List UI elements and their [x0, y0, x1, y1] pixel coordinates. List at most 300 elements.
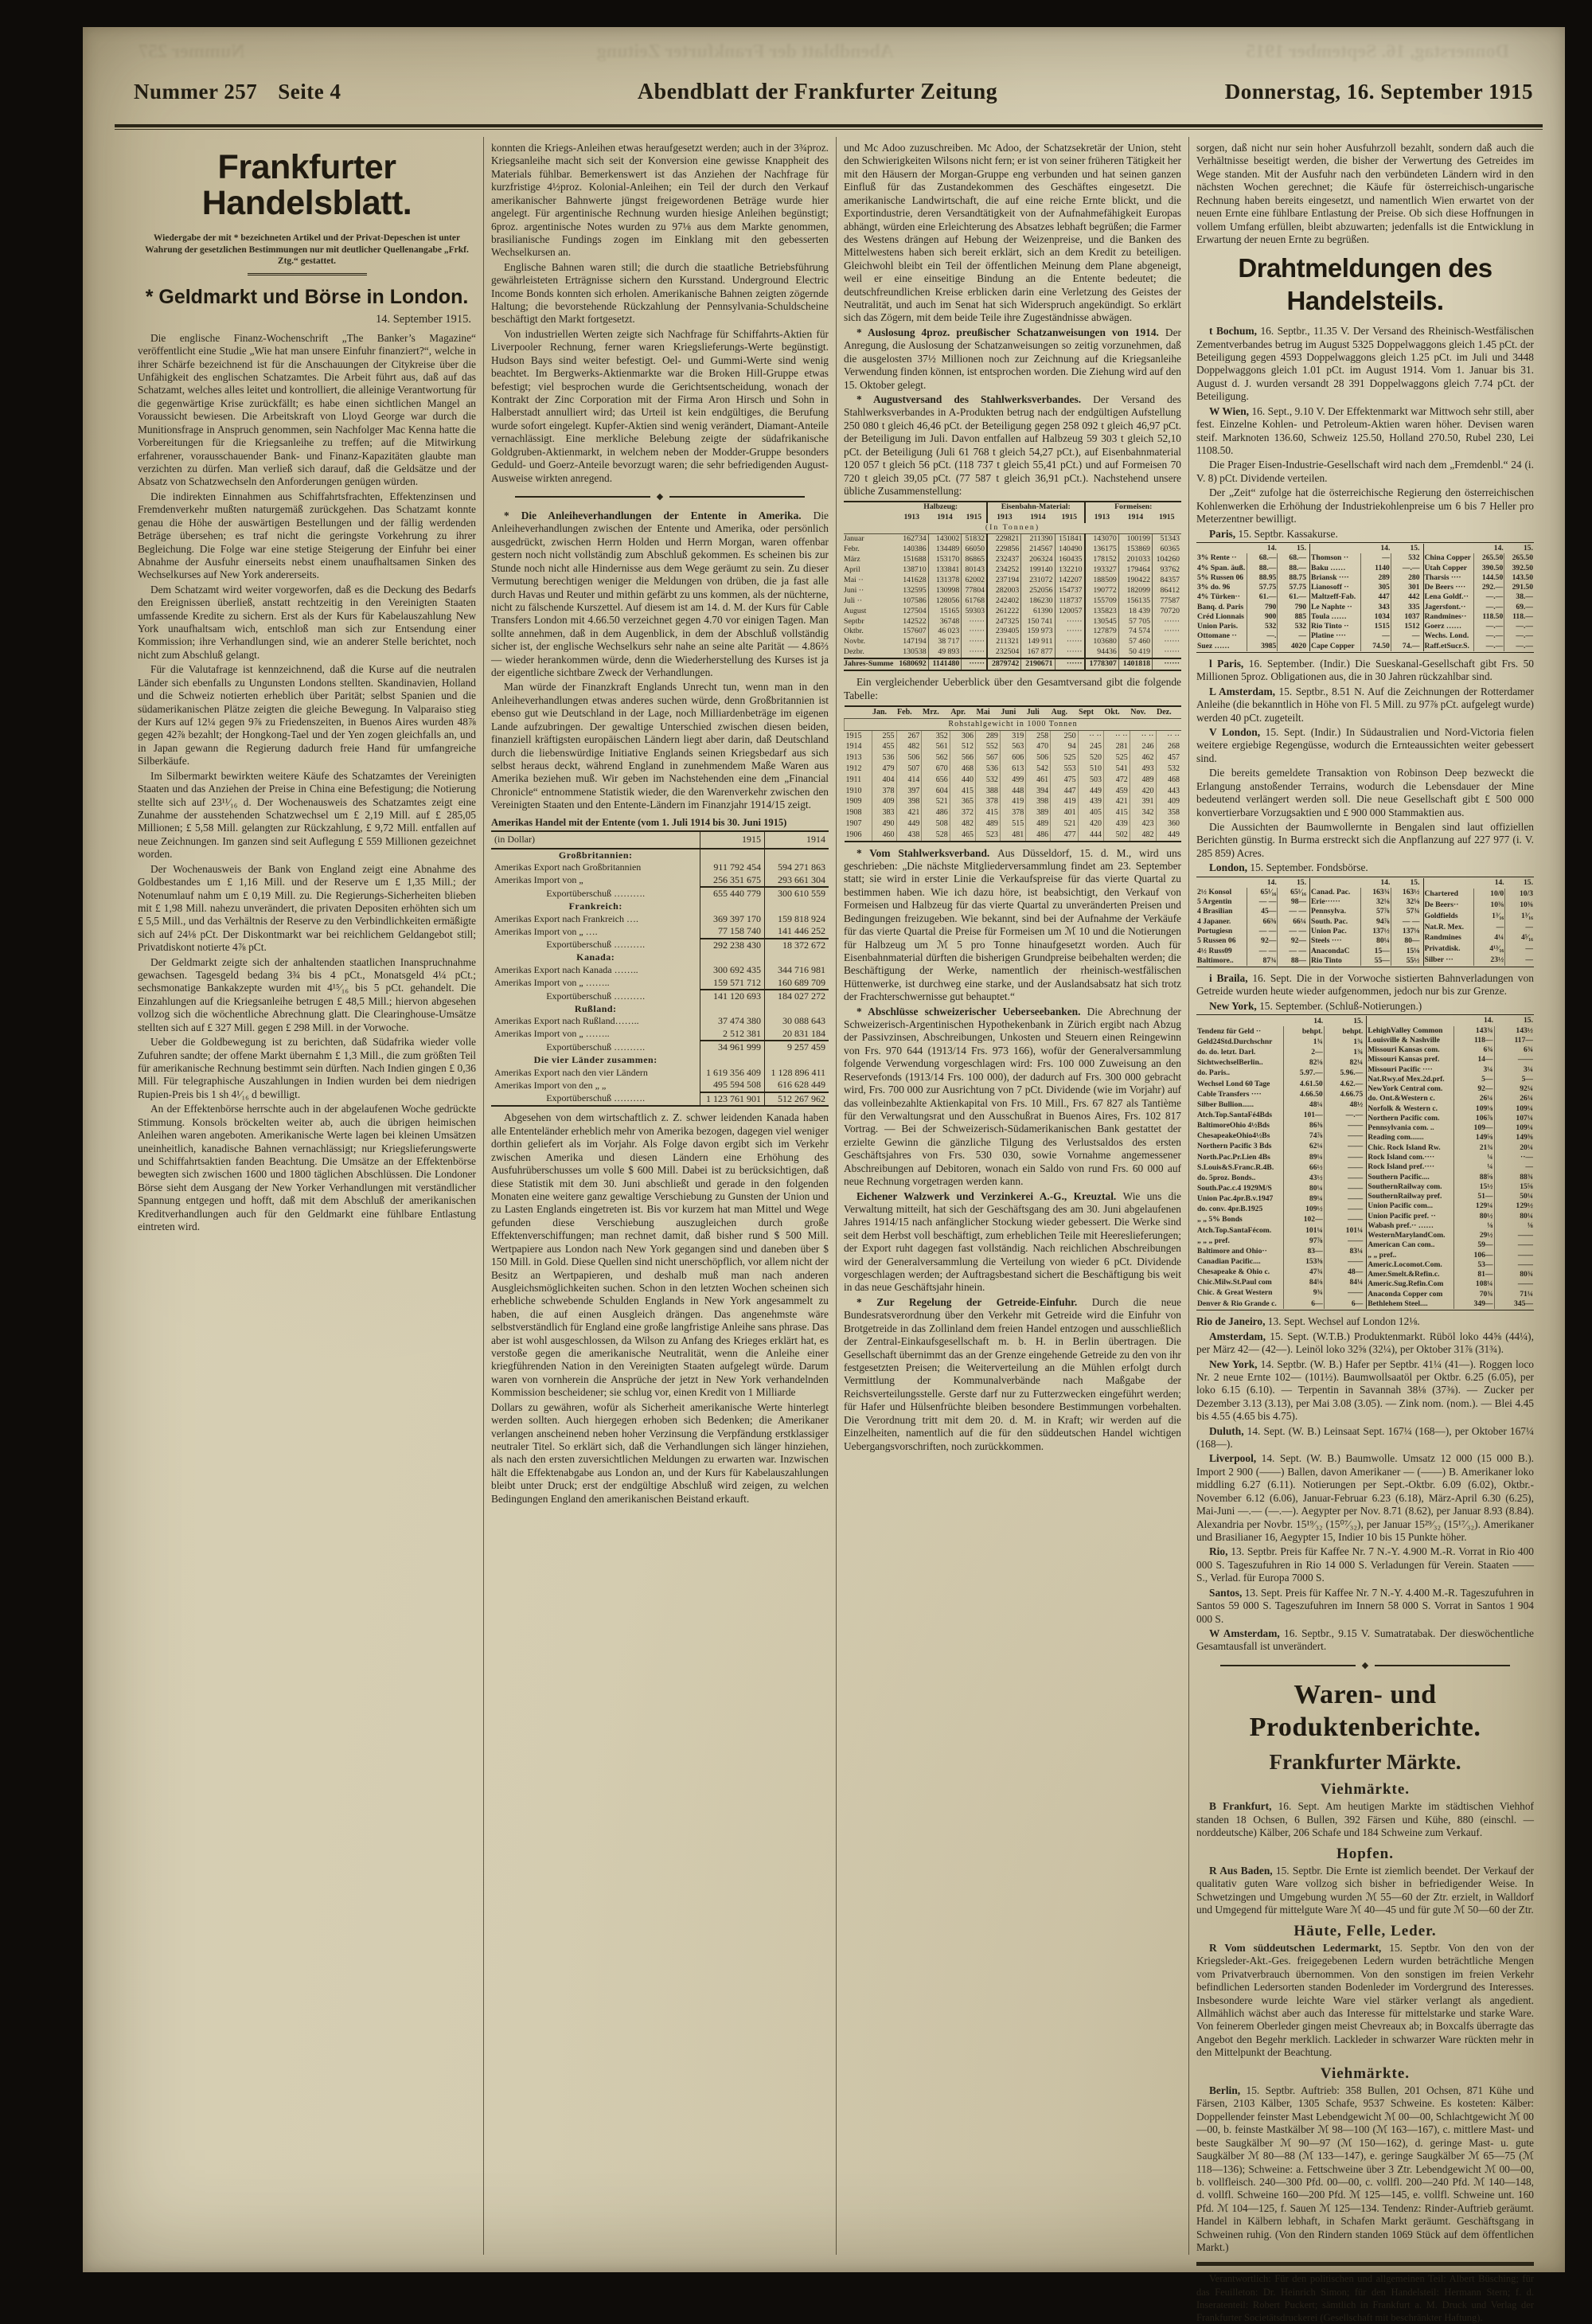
table-row — [844, 647, 1181, 658]
cell-value: 391 — [1130, 796, 1156, 807]
quote-row — [1196, 907, 1307, 916]
quote-value-15: 82¼ — [1324, 1058, 1364, 1068]
paragraph: Im Silbermarkt bewirkten weitere Käufe des Schatzamtes der Vereinigten Staaten und das Anziehen der Preise in China eine Befestigung; die Notierung stellte sich auf 23¹¹⁄₁₆ d. Der Wochenausweis des Schatzamtes zeigt eine Zunahme der ausstehenden Schatzwechsel um £ 2,19 Mill. auf £ 285,05 Millionen; £ 5,58 Mill. gelangten zur Rückzahlung, £ 9,72 Mill. entfallen auf neue Zeichnungen. Im ganzen sind seit Auflegung £ 559 Millionen gezeichnet worden. — [138, 769, 476, 861]
security-name: LehighValley Common — [1368, 1025, 1443, 1035]
quote-row — [1423, 943, 1534, 955]
cell-value: 472 — [1104, 775, 1130, 786]
row-label: Mai ·· — [844, 575, 864, 584]
table-row — [845, 830, 1182, 842]
row-label: Amerikas Export nach Kanada …….. — [494, 963, 638, 975]
quote-value-14: 10⅜ — [1474, 900, 1505, 911]
cell-value: 156135 — [1118, 596, 1152, 607]
security-name: Privatdisk. — [1424, 944, 1461, 954]
quote-row — [1310, 917, 1421, 927]
security-name: Rio Tinto — [1311, 955, 1342, 965]
security-name: Nat.R. Mex. — [1424, 922, 1465, 932]
cell-value: 100199 — [1118, 534, 1152, 545]
paragraph-lead: W Amsterdam, — [1209, 1627, 1285, 1639]
cell-value-1915 — [700, 1003, 765, 1016]
quote-row — [1310, 897, 1421, 907]
security-name: Portugiesn — [1197, 926, 1233, 935]
paragraph: Rio, 13. Septbr. Preis für Kaffee Nr. 7 N.-Y. 4.900 M.-R. Vorrat in Rio 400 000 S. Tageszufuhren in Rio 14 000 S. Verladungen für Verein. Staaten —— S., Verlad. für Europa 7000 S. — [1196, 1545, 1534, 1584]
security-name: Canad. Pac. — [1311, 887, 1351, 896]
cell-value: 147194 — [903, 637, 927, 646]
paragraph: Dem Schatzamt wird weiter vorgeworfen, daß es die Deckung des Bedarfs den Ereignissen überließ, anstatt rechtzeitig in den Vereinigten Staaten umfassende Kredite zu sichern. Erst als der Kurs für Kabelauszahlung New York unaufhaltsam wich, entschloß man sich zur Entsendung einer Kommission; ihre Verhandlungen sind, wie an anderer Stelle berichtet, noch nicht zum Abschluß gelangt. — [138, 583, 476, 661]
cell-value: 239405 — [987, 627, 1021, 637]
year-label: 1907 — [845, 818, 862, 828]
cell-value-1915 — [700, 1054, 765, 1067]
cell-value: 306 — [950, 730, 975, 741]
quote-value-15: 291.50 — [1504, 583, 1534, 592]
quote-header-row — [1423, 544, 1534, 553]
quote-value-15: 392.50 — [1504, 564, 1534, 573]
quote-value-14: 55— — [1360, 956, 1391, 966]
row-label: Exportüberschuß ………. — [546, 990, 646, 1002]
cell-value-1915: 300 692 435 — [700, 964, 765, 977]
paragraph: R Vom süddeutschen Ledermarkt, 15. Septbr. Von den von der Kriegsleder-Akt.-Ges. freigegebenen Ledern wurden beträchtliche Mengen vom Privatverbrauch übernommen. Von den sonstigen im freien Verkehr befindlichen Ledersorten standen Bodenleder im Vordergrund des Interesses. Insbesondere wurde leichte Ware viel stärker verlangt als angedient. Allmählich wächst aber auch das Interesse für mittelstarke und starke Ware. Von feinerem Oberleder gingen meist Chevreaux ab; in Boxcalfs überragte das Angebot den Begehr merklich. Lackleder in schwarzer Ware rückten mehr in den Mittelpunkt der Beachtung. — [1196, 1941, 1535, 2059]
quote-value-14: —.— — [1474, 631, 1504, 641]
quote-row — [1196, 622, 1307, 631]
quote-value-15: 88— — [1278, 956, 1307, 966]
paragraph: Die Aussichten der Baumwollernte in Bengalen sind laut offiziellen Berichten günstig. In Burma erstreckt sich die Anpflanzung auf 227 977 (i. V. 285 859) Acres. — [1196, 820, 1534, 859]
cell-value: 118737 — [1055, 596, 1085, 607]
quote-value-14: 68.— — [1247, 553, 1278, 563]
security-name: Silber ··· — [1424, 955, 1453, 964]
row-label: August — [844, 606, 867, 615]
cell-value: 532 — [1156, 764, 1181, 775]
quote-value-15: 32⅛ — [1391, 897, 1420, 907]
quote-value-15: 38.— — [1504, 592, 1534, 602]
paragraph: Ein vergleichender Ueberblick über den Gesamtversand gibt die folgende Tabelle: — [844, 676, 1181, 701]
quote-value-15: 92— — [1278, 936, 1307, 946]
paragraph-lead: i Braila, — [1209, 972, 1253, 985]
cell-value: 131378 — [928, 576, 962, 586]
quote-table-group — [1196, 542, 1534, 653]
cell-value: 499 — [1000, 775, 1025, 786]
quote-row — [1367, 1075, 1534, 1084]
security-name: Nat.Rwy.of Mex.2d.prf. — [1368, 1074, 1445, 1084]
quote-value-14: — — [1360, 553, 1391, 563]
tonnage-table — [844, 501, 1181, 671]
quote-value-14: 1³⁄₁₆ — [1474, 911, 1505, 922]
quote-row — [1196, 936, 1307, 946]
cell-value: 130998 — [928, 586, 962, 596]
cell-value: 415 — [950, 786, 975, 797]
cell-value-1914: 20 831 184 — [764, 1028, 829, 1041]
security-name: Steels ···· — [1311, 936, 1342, 946]
table-row — [491, 939, 829, 952]
security-name: Lianosoff ·· — [1311, 583, 1349, 592]
cell-value: 423 — [1130, 818, 1156, 830]
quote-value-15: 790 — [1278, 603, 1307, 612]
quote-value-15: 50¼ — [1494, 1192, 1534, 1201]
cell-value: 419 — [1000, 796, 1025, 807]
paragraph: * Die Anleiheverhandlungen der Entente in Amerika. Die Anleiheverhandlungen zwischen der Entente und Amerika, oder persönlich ausgedrückt, zwischen Herrn Holden und Herrn Morgan, waren offenbar gestern noch nicht vollständig zum Abschluß gekommen. Es scheinen bis zur Stunde noch nicht alle Hindernisse aus dem Wege geräumt zu sein. Zu dieser Vermutung berechtigen weniger die Meldungen von drüben, die ja fast alle durch Havas und Reuter und mithin gefärbt zu uns kommen, als der nüchterne, nicht zu fälschende Kurszettel. Auf diesem ist am 14. d. M. der Kurs für Cable Transfers London mit 4.66.50 verzeichnet gegen 4.70 vor einigen Tagen. Man sollte annehmen, daß in dem Augenblick, in dem der Abschluß vollständig sicher ist, der englische Wechselkurs sehr nahe an seine alte Parität — 4.86⅔ — wieder herankommen würde, denn die Wiederherstellung des Kurses ist ja der eigentliche sichtbare Zweck der Verhandlungen. — [491, 509, 829, 679]
cell-value: 525 — [1104, 752, 1130, 764]
quote-value-14: 143¾ — [1453, 1026, 1494, 1036]
security-name: 5 Argentin — [1197, 897, 1232, 907]
cell-value: 508 — [922, 818, 950, 830]
spacer — [1310, 878, 1361, 888]
quote-value-15: —— — [1324, 1288, 1364, 1299]
paragraph: Santos, 13. Sept. Preis für Kaffee Nr. 7 N.-Y. 4.400 M.-R. Tageszufuhren in Santos 59 000 S. Tageszufuhren im Innern 58 000 S. Vorrat in Santos 1 904 000 S. — [1196, 1586, 1534, 1625]
quote-value-14: 2— — [1283, 1048, 1324, 1058]
cell-value: 461 — [1026, 775, 1051, 786]
cell-value: 443 — [1156, 786, 1181, 797]
row-label: Frankreich: — [568, 900, 622, 912]
paragraph: Die indirekten Einnahmen aus Schiffahrtsfrachten, Effektenzinsen und Fremdenverkehr mußten naturgemäß zurückgehen. Das Schatzamt konnte genau die Höhe der auswärtigen Bestellungen und der fällig werdenden Beträge übersehen; es traf nicht die geringste Vorkehrung zu ihrer Begleichung. Die Folge war eine stetige Steigerung der Einfuhr bei einer Abnahme der Ausfuhr einerseits nebst einem unaufhaltsamen Sinken des Wechselkurses auf New York andererseits. — [138, 490, 476, 581]
cell-value: 250 — [1051, 730, 1079, 741]
quote-value-14: 149⅝ — [1453, 1133, 1494, 1142]
cell-value: ······ — [962, 647, 987, 658]
table-row — [491, 874, 829, 888]
table-row — [845, 730, 1182, 741]
cell-value-1915: 77 158 740 — [700, 925, 765, 939]
quote-row — [1196, 1089, 1364, 1100]
cell-value: 130538 — [903, 647, 927, 657]
paragraph: Eichener Walzwerk und Verzinkerei A.-G., Kreuztal. Wie uns die Verwaltung mitteilt, hat sich der Geschäftsgang des am 30. Juni abgelaufenen Jahres 1914/15 nach anfänglicher Stockung wieder gebessert. Die Werke sind seit dem Herbst voll beschäftigt, zum erheblichen Teile mit Heereslieferungen; der Export ruht dagegen fast vollständig. Nach reichlichen Abschreibungen wird der Generalversammlung die Verteilung von wieder 6 pCt. Dividende vorgeschlagen werden; der Auftragsbestand sichert die Beschäftigung bis weit in das neue Geschäftsjahr hinein. — [844, 1189, 1181, 1294]
trade-table — [491, 830, 829, 1107]
security-name: Canadian Pacific.... — [1197, 1256, 1261, 1266]
spacer — [1367, 1016, 1453, 1025]
quote-value-15: 109¼ — [1494, 1123, 1534, 1133]
quote-row — [1196, 1267, 1364, 1278]
quote-value-15: —— — [1324, 1152, 1364, 1162]
quote-row — [1196, 1121, 1364, 1131]
cell-value-1914: 616 628 449 — [764, 1079, 829, 1092]
cell-value: 520 — [1078, 752, 1103, 764]
month-header: Okt. — [1104, 706, 1130, 718]
quote-value-14: 65¹⁄₁₆ — [1247, 888, 1278, 897]
quote-row — [1196, 583, 1307, 592]
cell-value-1915: 141 120 693 — [700, 990, 765, 1003]
cell-value: 127504 — [903, 606, 927, 615]
cell-value: 449 — [1078, 786, 1103, 797]
paragraph-lead: L Amsterdam, — [1209, 685, 1279, 697]
quote-row — [1196, 573, 1307, 583]
quote-row — [1423, 612, 1534, 622]
cell-value: 448 — [1000, 786, 1025, 797]
quote-value-14: 53— — [1453, 1260, 1494, 1270]
quote-value-15: 48— — [1324, 1267, 1364, 1278]
quote-value-14: 26¼ — [1453, 1094, 1494, 1103]
quote-row — [1196, 631, 1307, 641]
quote-value-15: 117— — [1494, 1036, 1534, 1045]
quote-header-row — [1423, 878, 1534, 889]
date-header: 15. — [1297, 877, 1306, 887]
column-4 — [1188, 137, 1541, 2324]
paragraph: Amsterdam, 15. Sept. (W.T.B.) Produktenmarkt. Rüböl loko 44⅝ (44¼), per März 42— (42—). Leinöl loko 32⅝ (32¼), per Oktober 31⅞ (31¾). — [1196, 1330, 1534, 1356]
quote-row — [1310, 642, 1421, 651]
cell-value: 409 — [872, 796, 896, 807]
table-row — [491, 990, 829, 1003]
cell-value: 281 — [1104, 741, 1130, 752]
quote-value-14: 61.— — [1247, 592, 1278, 602]
cell-value: 61390 — [1021, 607, 1055, 617]
quote-value-15: ··— — [1494, 1153, 1534, 1162]
date-header: 15. — [1410, 877, 1420, 887]
security-name: Maltzeff-Fab. — [1311, 592, 1356, 602]
cell-value: 378 — [872, 786, 896, 797]
quote-value-15: 107¼ — [1494, 1114, 1534, 1123]
quote-row — [1196, 1111, 1364, 1121]
security-name: Goerz …… — [1424, 622, 1462, 631]
cell-value-1915: 911 792 454 — [700, 861, 765, 874]
quote-value-15: —— — [1324, 1205, 1364, 1215]
cell-value: 388 — [975, 786, 1000, 797]
quote-header-row — [1310, 878, 1421, 888]
quote-value-15: 74.— — [1391, 642, 1420, 651]
cell-value-1914: 160 689 709 — [764, 977, 829, 990]
quote-row — [1367, 1045, 1534, 1055]
cell-value: 229821 — [987, 534, 1021, 545]
cell-value: 237194 — [987, 576, 1021, 586]
paragraph: Der Geldmarkt zeigte sich der anhaltenden staatlichen Inanspruchnahme gewachsen. Tagesgeld bedang 3¾ bis 4 pCt., Monatsgeld 4¼ pCt.; sechsmonatige Bankakzepte wurden mit 4¹⁵⁄₁₆ bis 5 pCt. gehandelt. Die Einzahlungen auf die Kriegsanleihe betrugen £ 48,5 Mill.; hiervon abgesehen vollzog sich die wöchentliche Abrechnung glatt. Die Clearinghouse-Umsätze stellten sich auf £ 327 Mill. gegen £ 298 Mill. in der Vorwoche. — [138, 955, 476, 1033]
cell-value: ······ — [962, 617, 987, 627]
quote-row — [1367, 1182, 1534, 1192]
quote-value-14: 48¼ — [1283, 1100, 1324, 1110]
cell-value-1914: 9 257 459 — [764, 1041, 829, 1054]
paragraph: Von industriellen Werten zeigte sich Nachfrage für Schiffahrts-Aktien für Liverpooler Rechnung, ferner waren Kriegslieferungs-Werte begünstigt. Hudson Bays sind weiter befestigt. Oel- und Gummi-Werte sind wenig beachtet. Im Bergwerks-Aktienmarkte war die Broken Hill-Gruppe etwas befestigt; viel besprochen wurde die Gerichtsentscheidung, wonach der Kontrakt der Zinc Corporation mit der Firma Aron Hirsch und Sohn in Halberstadt annulliert wird; das Urteil ist kein endgültiges, die Berufung wurde sofort eingelegt. Kupfer-Aktien sind wenig verändert, Diamant-Anteile vernachlässigt. Eine merkliche Belebung zeigte der südafrikanische Goldgruben-Aktienmarkt, in welchem neben der Modder-Gruppe besonders Geduld- und Goerz-Anteile bevorzugt waren; die sehr befriedigenden August-Ausweise wirkten anregend. — [491, 327, 829, 484]
security-name: SouthernRailway com. — [1368, 1182, 1442, 1191]
date-header: 15. — [1353, 1016, 1364, 1025]
security-name: Wechsel Lond 60 Tage — [1197, 1079, 1270, 1088]
cell-value: 525 — [1051, 752, 1079, 764]
spacer — [1196, 544, 1247, 553]
quote-value-14: 390.50 — [1474, 564, 1504, 573]
security-name: Randmines — [1424, 933, 1461, 943]
paragraph: Paris, 15. Septbr. Kassakurse. — [1209, 527, 1338, 540]
cell-value-1914 — [764, 951, 829, 964]
cell-value: 74 574 — [1118, 627, 1152, 637]
paragraph: i Braila, 16. Sept. Die in der Vorwoche sistierten Bahnverladungen von Getreide wurden heute wieder aufgenommen, jedoch nur bis zur Grenze. — [1196, 972, 1534, 998]
table-row — [844, 534, 1181, 545]
date-header: 15. — [1524, 878, 1533, 888]
quote-value-14: 74⅞ — [1283, 1131, 1324, 1142]
paragraph-lead: R Aus Baden, — [1209, 1864, 1276, 1877]
cell-value: 242402 — [987, 596, 1021, 607]
year-label: 1913 — [845, 753, 862, 763]
cell-value: 66050 — [962, 545, 987, 555]
quote-value-14: 5.97.— — [1283, 1068, 1324, 1079]
cell-value: 93762 — [1153, 565, 1182, 576]
cell-value: 439 — [1078, 796, 1103, 807]
cell-value: 656 — [922, 775, 950, 786]
cell-value: 245 — [1078, 741, 1103, 752]
cell-value: 449 — [896, 818, 922, 830]
year-header: 1915 — [1158, 513, 1175, 522]
quote-value-14: 101¼ — [1283, 1225, 1324, 1236]
section-title: Frankfurter Handelsblatt. — [201, 148, 412, 223]
table-row — [844, 617, 1181, 627]
quote-value-14: 4.66.50 — [1283, 1089, 1324, 1100]
month-header: Feb. — [896, 706, 922, 718]
quote-value-14: 74.50 — [1360, 642, 1391, 651]
quote-row — [1367, 1192, 1534, 1201]
quote-value-15: —— — [1324, 1142, 1364, 1152]
table-row — [845, 741, 1182, 752]
quote-value-14: —.— — [1474, 603, 1504, 612]
quote-value-15: —.— — [1391, 564, 1420, 573]
paragraph-lead: V London, — [1209, 726, 1266, 738]
cell-value: ······ — [1153, 637, 1182, 647]
table-row — [844, 586, 1181, 596]
date-header: 14. — [1266, 877, 1277, 887]
month-header: Juni — [1000, 706, 1025, 718]
cell-value-1914: 18 372 672 — [764, 939, 829, 952]
spacer — [845, 706, 872, 718]
table-row — [844, 576, 1181, 586]
cell-value: 470 — [1026, 741, 1051, 752]
quote-value-14: 97⅞ — [1283, 1236, 1324, 1246]
table-row — [491, 1003, 829, 1016]
dateline: 14. September 1915. — [375, 313, 471, 326]
quote-value-14: 109½ — [1283, 1205, 1324, 1215]
copyright-notice: Wiedergabe der mit * bezeichneten Artikel und der Privat-Depeschen ist unter Wahrung der gesetzlichen Bestimmungen nur mit deutlicher Quellenangabe „Frkf. Ztg.“ gestattet. — [145, 233, 469, 267]
quote-row — [1196, 1215, 1364, 1225]
cell-value: 190772 — [1085, 586, 1119, 596]
paragraph: * Abschlüsse schweizerischer Ueberseebanken. Die Abrechnung der Schweizerisch-Argentinischen Hypothekenbank in Zürich ergibt nach Abzug der Passivzinsen, Abschreibungen, Unkosten und Steuern einen Reingewinn von Frs. 970 644 (1913/14 Frs. 973 166), wofür der Generalversammlung folgende Verwendung vorgeschlagen wird: Frs. 100 000 Zuweisung an den Reservefonds (1913/14 Frs. 100 000), der dadurch auf Frs. 300 000 gebracht wird, Frs. 700 000 zur Ausrichtung von 7 pCt. Dividende (wie im Vorjahr) auf das volleinbezahlte Aktienkapital von Frs. 10 Mill., Frs. 67 827 als Tantième für den Verwaltungsrat und den Ausschußrat in Buenos Aires, Frs. 102 817 Vortrag. — Bei der Schweizerisch-Südamerikanischen Bank gestattet der erzielte Gewinn die gänzliche Tilgung des Verlustsaldos des ersten Geschäftsjahres von Frs. 530 030, sowie Vornahme angemessener Abschreibungen auf Debitoren, wonach ein Saldo von rund Frs. 60 000 auf neue Rechnung vorgetragen werden kann. — [844, 1005, 1182, 1188]
security-name: Missouri Pacific ···· — [1368, 1064, 1433, 1074]
cell-value: 151688 — [903, 555, 927, 564]
cell-value-1915: 37 474 380 — [700, 1015, 765, 1028]
security-name: Northern Pacific com. — [1368, 1113, 1440, 1123]
cell-value: 455 — [872, 741, 896, 752]
quote-value-14: 106⅞ — [1453, 1114, 1494, 1123]
table-row — [844, 637, 1181, 647]
table-row — [844, 565, 1181, 576]
quote-value-14: 47¾ — [1283, 1267, 1324, 1278]
date-header: 14. — [1494, 878, 1504, 888]
security-name: Pennsylvania com. .. — [1368, 1123, 1434, 1133]
cell-value: 167 877 — [1021, 647, 1055, 658]
cell-value: 153869 — [1118, 545, 1152, 555]
year-label: 1914 — [845, 742, 862, 752]
quote-row — [1196, 897, 1307, 907]
cell-value: 493 — [1130, 764, 1156, 775]
cell-value: 394 — [1026, 786, 1051, 797]
table-row — [845, 752, 1182, 764]
quote-value-15: 48½ — [1324, 1100, 1364, 1110]
quote-value-14: 137½ — [1360, 927, 1391, 936]
subsection-heading: Frankfurter Märkte. — [1269, 1750, 1461, 1775]
masthead-title: Abendblatt der Frankfurter Zeitung — [637, 80, 998, 104]
masthead-issue-page — [134, 80, 476, 104]
quote-header-row — [1367, 1016, 1534, 1025]
quote-value-14: 21¾ — [1453, 1143, 1494, 1153]
quote-value-14: 4.61.50 — [1283, 1079, 1324, 1089]
year-label: 1906 — [845, 830, 862, 839]
cell-value-1915: 2 512 381 — [700, 1028, 765, 1041]
quote-value-15: —— — [1324, 1184, 1364, 1194]
quote-value-14: 292.— — [1474, 583, 1504, 592]
cell-value-1914 — [764, 900, 829, 913]
cell-value: 103680 — [1085, 637, 1119, 647]
quote-row — [1310, 573, 1421, 583]
quote-table — [1423, 878, 1535, 966]
quote-value-14: 80¼ — [1283, 1184, 1324, 1194]
paragraph: t Bochum, 16. Septbr., 11.35 V. Der Versand des Rheinisch-Westfälischen Zementverbandes betrug im August 5325 Doppelwaggons gleich 1.45 pCt. der Beteiligung gegen 4593 Doppelwaggons gleich 1.25 pCt. im Juli und 3448 Doppelwaggons gleich 1.01 pCt. im August 1914. Vom 1. Januar bis 31. August d. J. wurden versandt 28 391 Doppelwaggons gleich 7.74 pCt. der Beteiligung. — [1196, 325, 1535, 403]
quote-row — [1196, 1184, 1364, 1194]
quote-row — [1196, 947, 1307, 956]
quote-value-14: 129¼ — [1453, 1201, 1494, 1211]
cell-value: 178152 — [1085, 555, 1119, 565]
row-label: Amerikas Export nach Frankreich …. — [494, 912, 638, 924]
quote-row — [1367, 1221, 1534, 1231]
quote-value-15: ⅛ — [1494, 1221, 1534, 1231]
quote-row — [1367, 1143, 1534, 1153]
quote-row — [1367, 1162, 1534, 1172]
quote-value-15: —— — [1324, 1257, 1364, 1267]
quote-value-15: 80¾ — [1494, 1270, 1534, 1279]
row-label: Januar — [844, 534, 864, 544]
table-row — [491, 913, 829, 926]
quote-value-15: — — [1494, 1162, 1534, 1172]
quote-value-15: 15⅛ — [1391, 947, 1420, 956]
quote-value-14: —. — [1247, 631, 1278, 641]
quote-row — [1196, 1299, 1364, 1309]
row-label: Amerikas Import von „ — [494, 874, 583, 886]
cell-value-1914: 512 267 962 — [764, 1092, 829, 1107]
quote-row — [1196, 592, 1307, 602]
page-number: Seite 4 — [278, 80, 341, 104]
security-name: SouthernRailway pref. — [1368, 1192, 1442, 1201]
quote-value-14: 153⅜ — [1283, 1257, 1324, 1267]
quote-row — [1423, 955, 1534, 966]
cell-value: 1401818 — [1118, 658, 1152, 670]
cell-value: 468 — [1156, 775, 1181, 786]
quote-value-14: 82⅛ — [1283, 1058, 1324, 1068]
quote-value-15: 301 — [1391, 583, 1420, 592]
cell-value: 234252 — [987, 565, 1021, 576]
paragraph-lead: Paris, — [1209, 527, 1239, 540]
quote-table — [1196, 544, 1307, 651]
quote-value-15: 129½ — [1494, 1201, 1534, 1211]
quote-header-row — [1196, 1016, 1364, 1026]
security-name: Wechs. Lond. — [1424, 631, 1469, 641]
quote-value-15: 143.50 — [1504, 573, 1534, 583]
security-name: De Beers ···· — [1424, 583, 1466, 592]
quote-row — [1367, 1212, 1534, 1221]
cell-value: 188509 — [1085, 576, 1119, 586]
quote-value-15: 149⅜ — [1494, 1133, 1534, 1142]
quote-row — [1196, 603, 1307, 612]
cell-value: 503 — [1078, 775, 1103, 786]
paragraph: B Frankfurt, 16. Sept. Am heutigen Markte im städtischen Viehhof standen 18 Ochsen, 6 Bullen, 392 Färsen und Kühe, 880 (einschl. — norddeutsche) Kälber, 206 Schafe und 184 Schweine zum Verkauf. — [1196, 1800, 1535, 1839]
quote-row — [1196, 612, 1307, 622]
security-name: Union Paris. — [1197, 622, 1239, 631]
row-label: Exportüberschuß ………. — [546, 1041, 646, 1053]
quote-value-15: 88.75 — [1278, 573, 1307, 583]
cell-value: 38 717 — [928, 637, 962, 647]
paragraph-lead: W Wien, — [1209, 404, 1252, 417]
month-header: Apr. — [950, 706, 975, 718]
quote-row — [1310, 936, 1421, 946]
section-heading: Waren- und Produktenberichte. — [1249, 1679, 1481, 1743]
spacer — [844, 513, 895, 523]
cell-value: 401 — [1051, 807, 1079, 818]
cell-value: 613 — [1000, 764, 1025, 775]
cell-value: 444 — [1078, 830, 1103, 842]
quote-value-15: 1512 — [1391, 622, 1420, 631]
quote-table-group — [1196, 877, 1534, 967]
security-name: do. do. letzt. Darl. — [1197, 1048, 1256, 1057]
cell-value: 62002 — [962, 576, 987, 586]
table-unit: Rohstahlgewicht in 1000 Tonnen — [845, 718, 1182, 730]
quote-value-14: 80¼ — [1360, 936, 1391, 946]
cell-value: 51343 — [1153, 534, 1182, 545]
table-row — [844, 627, 1181, 637]
